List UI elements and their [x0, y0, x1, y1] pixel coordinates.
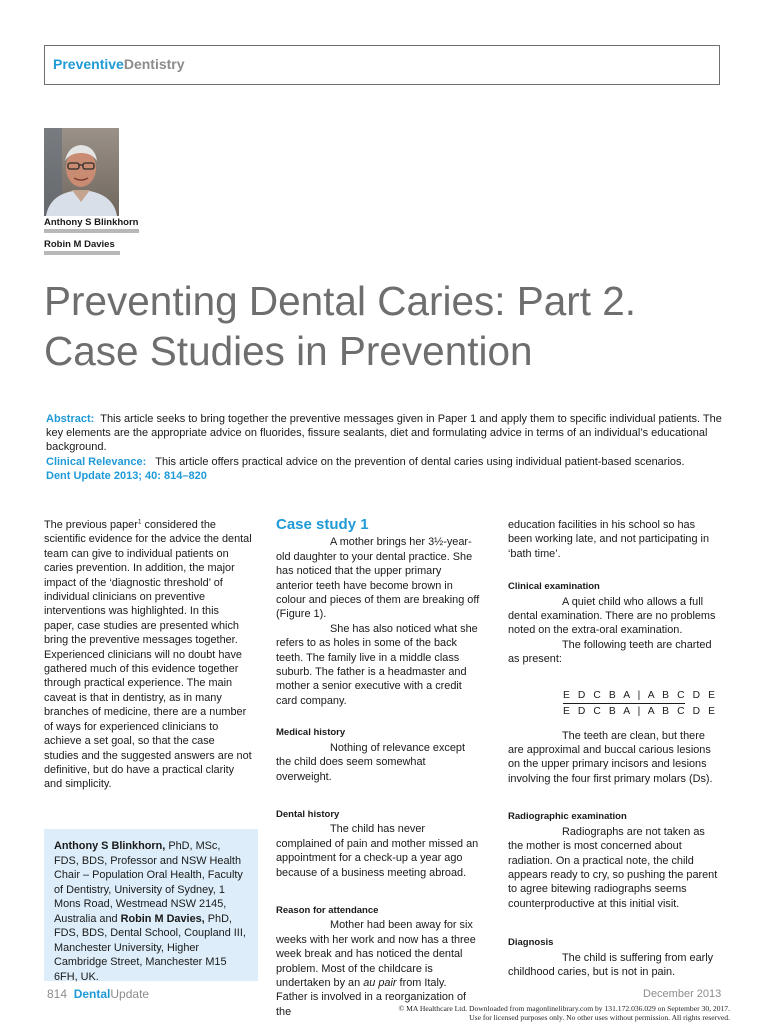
reason-text: Mother had been away for six weeks with her work and now has a three week break and has noticed the dental problem. Most of the childcare is undertaken by an au pair from Italy. Father is involved in a reorganization of the [276, 919, 476, 1018]
chart-divider [563, 703, 685, 704]
copyright-notice: © MA Healthcare Ltd. Downloaded from magonlinelibrary.com by 131.172.036.029 on September 30, 2017. Use for licensed purposes only. No other uses without permission. All rights reserved. [398, 1004, 730, 1022]
dental-history-text: The child has never complained of pain and mother missed an appointment for a check-up a year ago because of a business meeting abroad. [276, 823, 479, 879]
radiographic-heading: Radiographic examination [508, 811, 627, 823]
abstract [46, 412, 726, 483]
author-affiliations-box: Anthony S Blinkhorn, PhD, MSc, FDS, BDS, Professor and NSW Health Chair – Population Oral Health, Faculty of Dentistry, University of Sydney, 1 Mons Road, Westmead NSW 2145, Australia and Robin M Davies, PhD, FDS, BDS, Dental School, Coupland III, Manchester University, Higher Cambridge Street, Manchester M15 6FH, UK. [44, 829, 258, 981]
clinical-exam-heading: Clinical examination [508, 581, 600, 593]
author-rule-2 [44, 251, 120, 255]
radiographic-text: Radiographs are not taken as the mother is most concerned about radiation. On a practical note, the child appears ready to cry, so pushing the parent to agree bitewing radiographs seems counterproductive at this initial visit. [508, 825, 718, 910]
reason-heading: Reason for attendance [276, 904, 379, 916]
continued-paragraph: education facilities in his school so has been working late, and not participating in ‘bath time’. [508, 519, 710, 560]
case-study-title: Case study 1 [276, 516, 369, 533]
intro-column [44, 518, 252, 792]
footer-date: December 2013 [643, 988, 722, 1000]
diagnosis-text: The child is suffering from early childhood caries, but is not in pain. [508, 951, 714, 978]
clinical-relevance-text: This article offers practical advice on the prevention of dental caries using individual patient-based scenarios. [155, 455, 685, 468]
chart-upper-row: E D C B A | A B C D E [563, 690, 718, 701]
dental-history-heading: Dental history [276, 808, 340, 820]
page-number: 814 [47, 987, 68, 1001]
clinical-exam-text-3: The teeth are clean, but there are approximal and buccal carious lesions on the upper primary incisors and lesions involving the four first primary molars (Ds). [508, 729, 713, 785]
author-name-2: Robin M Davies [44, 239, 115, 250]
abstract-label: Abstract: [46, 413, 95, 425]
citation: Dent Update 2013; 40: 814–820 [46, 469, 207, 482]
bio-name-1: Anthony S Blinkhorn, [54, 840, 166, 852]
section-header [44, 45, 720, 85]
diagnosis-heading: Diagnosis [508, 937, 554, 949]
case-study-column [276, 518, 481, 1019]
right-column [508, 518, 720, 979]
article-title: Preventing Dental Caries: Part 2. Case Studies in Prevention [44, 278, 637, 374]
abstract-text: This article seeks to bring together the preventive messages given in Paper 1 and apply them to specific individual patients. The key elements are the appropriate advice on fluorides, fissure sealants, diet and formulating advice in terms of an individual’s educational background. [46, 413, 722, 454]
author-rule-1 [44, 229, 139, 233]
bio-name-2: Robin M Davies, [120, 912, 205, 925]
intro-paragraph: The previous paper$^1$ considered the scientific evidence for the advice the dental team can give to individual patients on caries prevention. In addition, the major impact of the ‘diagnostic threshold’ of individual clinicians on preventive interventions was highlighted. In this paper, case studies are presented which bring the preventive messages together. Experienced clinicians will no doubt have gathered much of this evidence together through practical experience. The main caveat is that in dentistry, as in many branches of medicine, there are a number of ways for experienced clinicians to achieve a set goal, so that the case studies and the suggested answers are not definitive, but do have a practical clarity and simplicity. [44, 518, 252, 791]
footer-page: 814 DentalUpdate [47, 987, 150, 1001]
author-photo [44, 128, 119, 216]
medical-history-heading: Medical history [276, 727, 346, 739]
clinical-exam-text-1: A quiet child who allows a full dental examination. There are no problems noted on the extra-oral examination. [508, 595, 716, 637]
author-name-1: Anthony S Blinkhorn [44, 217, 139, 228]
section-label: PreventiveDentistry [53, 56, 185, 72]
medical-history-text: Nothing of relevance except the child does seem somewhat overweight. [276, 741, 466, 783]
author-portrait-image [44, 128, 119, 216]
dental-chart [563, 689, 718, 719]
case-paragraph-2: She has also noticed what she refers to as holes in some of the back teeth. The family live in a middle class suburb. The father is a headmaster and mother a senior executive with a credit card company. [276, 622, 478, 707]
chart-lower-row: E D C B A | A B C D E [563, 706, 718, 717]
case-paragraph-1: A mother brings her 3½-year-old daughter to your dental practice. She has noticed that the upper primary anterior teeth have become brown in colour and pieces of them are breaking off (Figure 1). [276, 536, 480, 621]
clinical-exam-text-2: The following teeth are charted as present: [508, 638, 712, 666]
clinical-relevance-label: Clinical Relevance: [46, 455, 147, 468]
